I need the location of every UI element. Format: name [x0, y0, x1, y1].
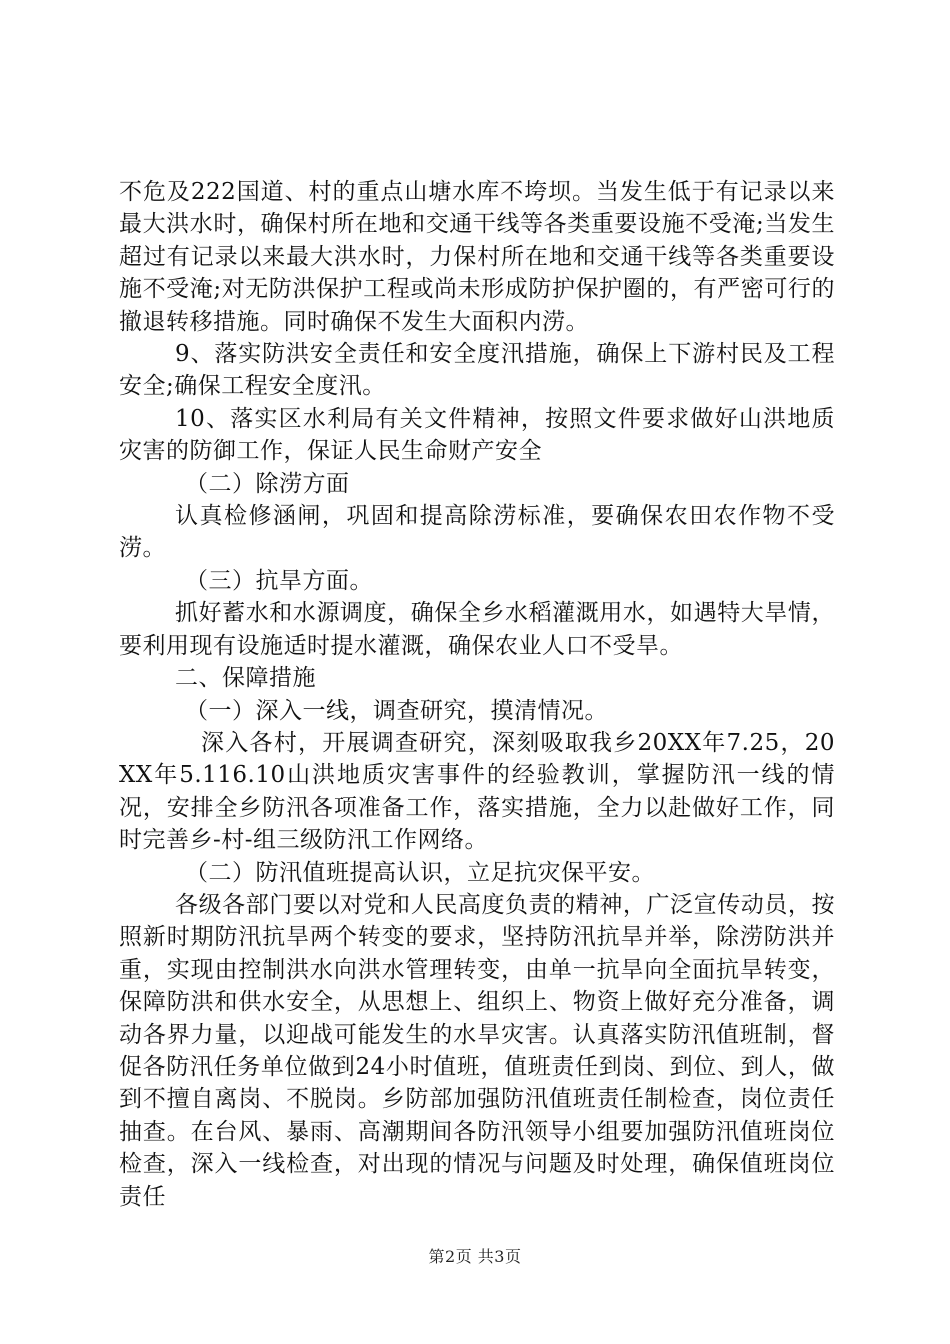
- heading-drought: （三）抗旱方面。: [185, 567, 373, 594]
- heading-drainage: （二）除涝方面: [185, 470, 350, 497]
- paragraph-investigation: 深入各村，开展调查研究，深刻吸取我乡20XX年7.25，20XX年5.116.10山洪地质灾害事件的经验教训，掌握防汛一线的情况，安排全乡防汛各项准备工作，落实措施，全力以赴做好工作，同时完善乡-村-组三级防汛工作网络。: [119, 729, 835, 854]
- heading-duty: （二）防汛值班提高认识，立足抗灾保平安。: [185, 859, 655, 886]
- paragraph-drought: 抓好蓄水和水源调度，确保全乡水稻灌溉用水，如遇特大旱情，要利用现有设施适时提水灌溉，确保农业人口不受旱。: [119, 600, 835, 659]
- heading-safeguards: 二、保障措施: [175, 665, 316, 692]
- document-body: [119, 176, 835, 1213]
- paragraph-item-10: 10、落实区水利局有关文件精神，按照文件要求做好山洪地质灾害的防御工作，保证人民生命财产安全: [119, 405, 835, 465]
- paragraph-flood-targets: 不危及222国道、村的重点山塘水库不垮坝。当发生低于有记录以来最大洪水时，确保村所在地和交通干线等各类重要设施不受淹;当发生超过有记录以来最大洪水时，力保村所在地和交通干线等各类重要设施不受淹;对无防洪保护工程或尚未形成防护保护圈的，有严密可行的撤退转移措施。同时确保不发生大面积内涝。: [119, 179, 835, 335]
- heading-investigation: （一）深入一线，调查研究，摸清情况。: [185, 697, 608, 724]
- page-number-footer: 第2页 共3页: [428, 1247, 522, 1266]
- paragraph-drainage: 认真检修涵闸，巩固和提高除涝标准，要确保农田农作物不受涝。: [119, 503, 835, 562]
- paragraph-duty: 各级各部门要以对党和人民高度负责的精神，广泛宣传动员，按照新时期防汛抗旱两个转变的要求，坚持防汛抗旱并举，除涝防洪并重，实现由控制洪水向洪水管理转变，由单一抗旱向全面抗旱转变，保障防洪和供水安全，从思想上、组织上、物资上做好充分准备，调动各界力量，以迎战可能发生的水旱灾害。认真落实防汛值班制，督促各防汛任务单位做到24小时值班，值班责任到岗、到位、到人，做到不擅自离岗、不脱岗。乡防部加强防汛值班责任制检查，岗位责任抽查。在台风、暴雨、高潮期间各防汛领导小组要加强防汛值班岗位检查，深入一线检查，对出现的情况与问题及时处理，确保值班岗位责任: [119, 891, 835, 1210]
- paragraph-item-9: 9、落实防洪安全责任和安全度汛措施，确保上下游村民及工程安全;确保工程安全度汛。: [119, 341, 835, 400]
